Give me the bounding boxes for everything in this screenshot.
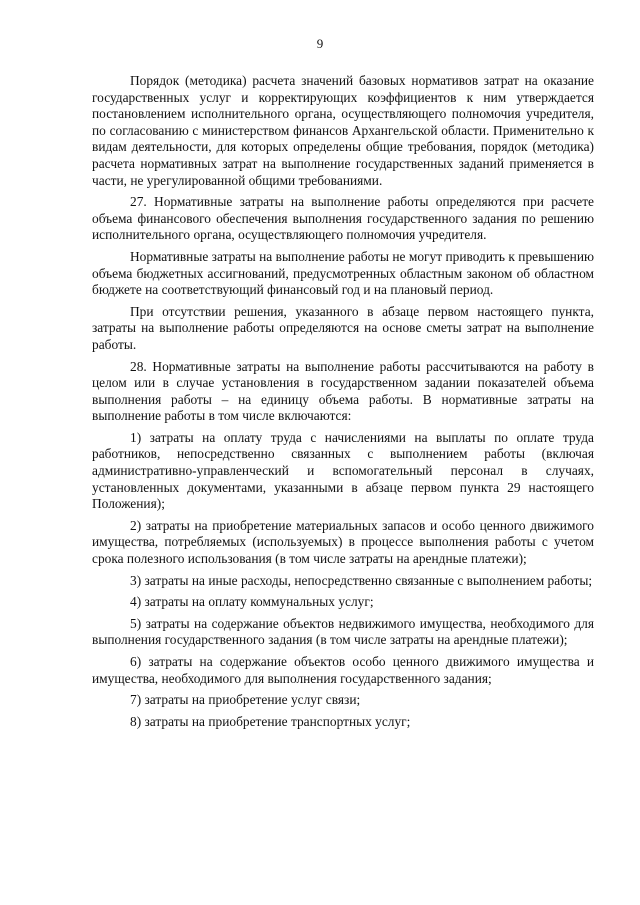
list-item-1: 1) затраты на оплату труда с начислениями на выплаты по оплате труда работников, непосредственно связанных с выполнением работы (включая административно-управленческий и вспомогательный персонал в случаях, установленных документами, указанными в абзаце первом пункта 29 настоящего Положения); — [92, 429, 594, 512]
list-item-7: 7) затраты на приобретение услуг связи; — [130, 692, 361, 708]
list-item-4: 4) затраты на оплату коммунальных услуг; — [130, 594, 374, 610]
paragraph-item-27: 27. Нормативные затраты на выполнение работы определяются при расчете объема финансового обеспечения выполнения государственного задания по решению исполнительного органа, осуществляющего полномочия учредителя. — [92, 194, 594, 243]
paragraph-no-decision: При отсутствии решения, указанного в абзаце первом настоящего пункта, затраты на выполнение работы определяются на основе сметы затрат на выполнение работы. — [92, 303, 594, 352]
list-item-6: 6) затраты на содержание объектов особо ценного движимого имущества и имущества, необходимого для выполнения государственного задания; — [92, 654, 594, 686]
page-number: 9 — [316, 36, 324, 51]
paragraph-item-28: 28. Нормативные затраты на выполнение работы рассчитываются на работу в целом или в случае установления в государственном задании показателей объема выполнения работы – на единицу объема работы. В нормативные затраты на выполнение работы в том числе включаются: — [92, 358, 594, 424]
list-item-8: 8) затраты на приобретение транспортных услуг; — [130, 713, 411, 729]
paragraph-budget-limit: Нормативные затраты на выполнение работы не могут приводить к превышению объема бюджетных ассигнований, предусмотренных областным законом об областном бюджете на соответствующий финансовый год и на плановый период. — [92, 248, 594, 298]
list-item-2: 2) затраты на приобретение материальных запасов и особо ценного движимого имущества, потребляемых (используемых) в процессе выполнения работы с учетом срока полезного использования (в том числе затраты на арендные платежи); — [92, 517, 594, 567]
list-item-5: 5) затраты на содержание объектов недвижимого имущества, необходимого для выполнения государственного задания (в том числе затраты на арендные платежи); — [92, 615, 594, 648]
list-item-3: 3) затраты на иные расходы, непосредственно связанные с выполнением работы; — [130, 572, 593, 588]
document-body — [92, 73, 594, 730]
paragraph-methodology: Порядок (методика) расчета значений базовых нормативов затрат на оказание государственных услуг и корректирующих коэффициентов к ним утверждается постановлением исполнительного органа, осуществляющего полномочия учредителя, по согласованию с министерством финансов Архангельской области. Применительно к видам деятельности, для которых определены общие требования, порядок (методика) расчета нормативных затрат на выполнение государственных заданий применяется в части, не урегулированной общими требованиями. — [92, 73, 594, 188]
